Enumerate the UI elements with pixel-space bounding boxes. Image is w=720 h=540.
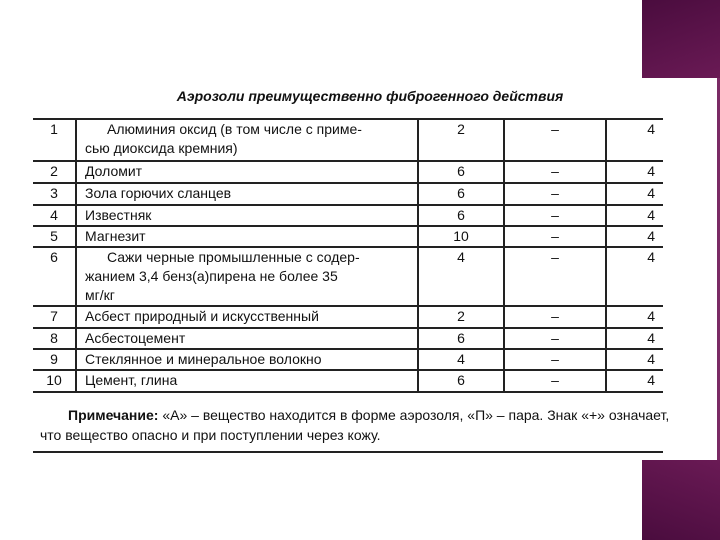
- row-number: 9: [33, 349, 76, 370]
- state-value: –: [504, 205, 606, 226]
- substance-cell: [76, 349, 418, 370]
- substance-name: Магнезит: [85, 228, 146, 244]
- row-number: 5: [33, 226, 76, 247]
- mac-value: 4: [418, 349, 504, 370]
- mac-value: 6: [418, 205, 504, 226]
- state-value: –: [504, 119, 606, 161]
- row-number: 8: [33, 328, 76, 349]
- mac-value: 6: [418, 161, 504, 183]
- state-value: –: [504, 306, 606, 328]
- hazard-class: 4: [606, 183, 663, 205]
- row-number: 10: [33, 370, 76, 392]
- row-number: 2: [33, 161, 76, 183]
- hazard-class: 4: [606, 161, 663, 183]
- mac-value: 4: [418, 247, 504, 306]
- row-number: 1: [33, 119, 76, 161]
- substance-name: Доломит: [85, 163, 143, 179]
- state-value: –: [504, 370, 606, 392]
- substance-cell: [76, 306, 418, 328]
- mac-value: 10: [418, 226, 504, 247]
- row-number: 7: [33, 306, 76, 328]
- substance-name: Алюминия оксид (в том числе с приме-: [107, 121, 362, 137]
- substance-name: Зола горючих сланцев: [85, 185, 232, 201]
- substance-name: Сажи черные промышленные с содер-: [107, 249, 360, 265]
- table-row: [33, 119, 663, 161]
- substance-cell: [76, 161, 418, 183]
- substance-name: Цемент, глина: [85, 372, 178, 388]
- table-row: [33, 328, 663, 349]
- substance-name-cont: мг/кг: [85, 287, 115, 303]
- table-row: [33, 183, 663, 205]
- row-number: 3: [33, 183, 76, 205]
- substance-cell: [76, 205, 418, 226]
- table-row: [33, 370, 663, 392]
- state-value: –: [504, 349, 606, 370]
- substance-cell: [76, 370, 418, 392]
- hazard-class: 4: [606, 226, 663, 247]
- state-value: –: [504, 328, 606, 349]
- mac-value: 6: [418, 328, 504, 349]
- hazard-class: 4: [606, 370, 663, 392]
- row-number: 6: [33, 247, 76, 306]
- table-row: [33, 205, 663, 226]
- state-value: –: [504, 161, 606, 183]
- note-label: Примечание:: [68, 407, 159, 423]
- hazard-class: 4: [606, 349, 663, 370]
- table-row: [33, 161, 663, 183]
- table-row: [33, 247, 663, 306]
- substance-name: Известняк: [85, 207, 152, 223]
- table-row: [33, 349, 663, 370]
- table-note: [40, 405, 670, 445]
- hazard-class: 4: [606, 306, 663, 328]
- table-title: Аэрозоли преимущественно фиброгенного действия: [176, 88, 564, 104]
- substance-cell: [76, 226, 418, 247]
- substance-name-cont: жанием 3,4 бенз(а)пирена не более 35: [85, 268, 338, 284]
- substance-cell: [76, 328, 418, 349]
- mac-value: 2: [418, 306, 504, 328]
- note-text: «А» – вещество находится в форме аэрозоля, «П» – пара. Знак «+» означает, что вещество опасно и при поступлении через кожу.: [40, 407, 670, 443]
- mac-value: 2: [418, 119, 504, 161]
- row-number: 4: [33, 205, 76, 226]
- mac-value: 6: [418, 183, 504, 205]
- substance-name-cont: сью диоксида кремния): [85, 140, 238, 156]
- hazard-class: 4: [606, 247, 663, 306]
- substance-name: Асбест природный и искусственный: [85, 308, 319, 324]
- table-row: [33, 226, 663, 247]
- substance-name: Асбестоцемент: [85, 330, 186, 346]
- table-row: [33, 306, 663, 328]
- substances-table: [33, 118, 663, 393]
- state-value: –: [504, 183, 606, 205]
- substance-cell: [76, 247, 418, 306]
- substance-name: Стеклянное и минеральное волокно: [85, 351, 322, 367]
- substance-cell: [76, 119, 418, 161]
- state-value: –: [504, 226, 606, 247]
- bottom-rule: [33, 451, 663, 453]
- mac-value: 6: [418, 370, 504, 392]
- substance-cell: [76, 183, 418, 205]
- state-value: –: [504, 247, 606, 306]
- decor-purple-top: [642, 0, 720, 78]
- hazard-class: 4: [606, 328, 663, 349]
- hazard-class: 4: [606, 119, 663, 161]
- decor-purple-bottom: [642, 460, 720, 540]
- hazard-class: 4: [606, 205, 663, 226]
